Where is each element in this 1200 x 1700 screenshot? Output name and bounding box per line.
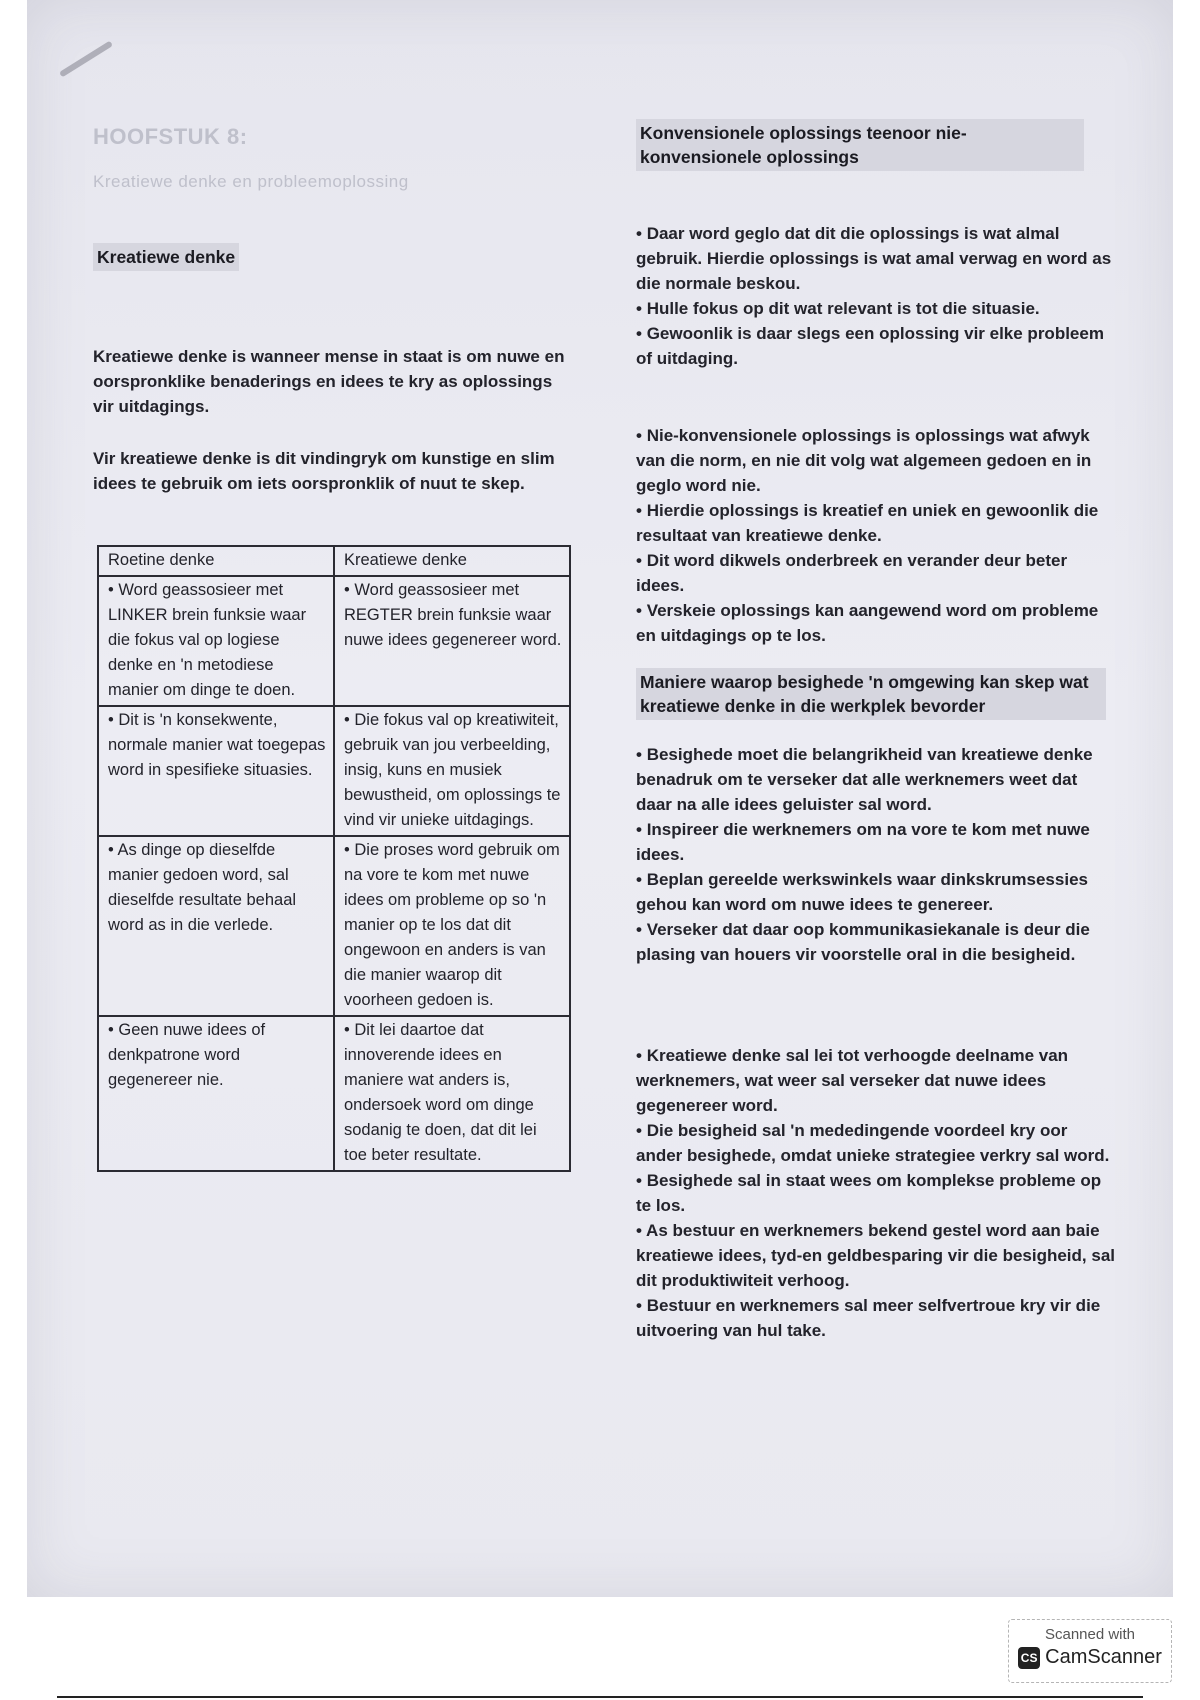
table-cell: • Die proses word gebruik om na vore te kom met nuwe idees om probleme op so 'n manier op te los dat dit ongewoon en anders is van die manier waarop dit voorheen gedoen is. <box>334 836 570 1016</box>
list-item: • Beplan gereelde werkswinkels waar dinkskrumsessies gehou kan word om nuwe idees te genereer. <box>636 867 1116 917</box>
list-item: • Inspireer die werknemers om na vore te kom met nuwe idees. <box>636 817 1116 867</box>
list-item: • Hulle fokus op dit wat relevant is tot die situasie. <box>636 296 1116 321</box>
list-item: • Gewoonlik is daar slegs een oplossing vir elke probleem of uitdaging. <box>636 321 1116 371</box>
list-item: • Verskeie oplossings kan aangewend word om probleme en uitdagings op te los. <box>636 598 1116 648</box>
heading-maniere: Maniere waarop besighede 'n omgewing kan skep wat kreatiewe denke in die werkplek bevorder <box>636 668 1106 720</box>
badge-name: CamScanner <box>1045 1646 1162 1668</box>
table-cell: • Word geassosieer met LINKER brein funksie waar die fokus val op logiese denke en 'n metodiese manier om dinge te doen. <box>98 576 334 706</box>
list-item: • Daar word geglo dat dit die oplossings is wat almal gebruik. Hierdie oplossings is wat amal verwag en word as die normale beskou. <box>636 221 1116 296</box>
table-header-row <box>98 546 570 576</box>
table-cell: • Dit is 'n konsekwente, normale manier wat toegepas word in spesifieke situasies. <box>98 706 334 836</box>
table-cell: • Die fokus val op kreatiwiteit, gebruik van jou verbeelding, insig, kuns en musiek bewustheid, om oplossings te vind vir unieke uitdagings. <box>334 706 570 836</box>
heading-konvensionele: Konvensionele oplossings teenoor nie-konvensionele oplossings <box>636 119 1084 171</box>
table-header: Roetine denke <box>98 546 334 576</box>
list-item: • Besighede moet die belangrikheid van kreatiewe denke benadruk om te verseker dat alle werknemers weet dat daar na alle idees geluister sal word. <box>636 742 1116 817</box>
table-row <box>98 576 570 706</box>
table-cell: • Dit lei daartoe dat innoverende idees en maniere wat anders is, ondersoek word om dinge sodanig te doen, dat dit lei toe beter resultate. <box>334 1016 570 1171</box>
table-row <box>98 836 570 1016</box>
table-cell: • Geen nuwe idees of denkpatrone word gegenereer nie. <box>98 1016 334 1171</box>
list-item: • Nie-konvensionele oplossings is oplossings wat afwyk van die norm, en nie dit volg wat algemeen gedoen en in geglo word nie. <box>636 423 1116 498</box>
ghost-subtitle: Kreatiewe denke en probleemoplossing <box>93 172 409 191</box>
bottom-divider <box>57 1696 1143 1698</box>
list-item: • As bestuur en werknemers bekend gestel word aan baie kreatiewe idees, tyd-en geldbesparing vir die besigheid, sal dit produktiwiteit verhoog. <box>636 1218 1116 1293</box>
table-header: Kreatiewe denke <box>334 546 570 576</box>
list-item: • Dit word dikwels onderbreek en verander deur beter idees. <box>636 548 1116 598</box>
list-item: • Kreatiewe denke sal lei tot verhoogde deelname van werknemers, wat weer sal verseker dat nuwe idees gegenereer word. <box>636 1043 1116 1118</box>
list-maniere <box>636 742 1116 967</box>
list-item: • Bestuur en werknemers sal meer selfvertroue kry vir die uitvoering van hul take. <box>636 1293 1116 1343</box>
list-nie-konvensionele <box>636 423 1116 648</box>
list-item: • Die besigheid sal 'n mededingende voordeel kry oor ander besighede, omdat unieke strategiee verkry sal word. <box>636 1118 1116 1168</box>
ghost-chapter-title: HOOFSTUK 8: <box>93 124 248 149</box>
comparison-table <box>97 545 571 1172</box>
badge-caption: Scanned with <box>1044 1626 1136 1643</box>
table-cell: • As dinge op dieselfde manier gedoen word, sal dieselfde resultate behaal word as in die verlede. <box>98 836 334 1016</box>
list-item: • Verseker dat daar oop kommunikasiekanale is deur die plasing van houers vir voorstelle oral in die besigheid. <box>636 917 1116 967</box>
camscanner-logo-icon: CS <box>1018 1647 1040 1669</box>
list-konvensionele <box>636 221 1116 371</box>
list-item: • Besighede sal in staat wees om komplekse probleme op te los. <box>636 1168 1116 1218</box>
table-row <box>98 1016 570 1171</box>
list-voordele <box>636 1043 1116 1343</box>
camscanner-badge <box>1008 1619 1172 1683</box>
table-cell: • Word geassosieer met REGTER brein funksie waar nuwe idees gegenereer word. <box>334 576 570 706</box>
paragraph-vindingryk: Vir kreatiewe denke is dit vindingryk om kunstige en slim idees te gebruik om iets oorspronklik of nuut te skep. <box>93 449 555 493</box>
paragraph-definition: Kreatiewe denke is wanneer mense in staat is om nuwe en oorspronklike benaderings en idees te kry as oplossings vir uitdagings. <box>93 347 565 416</box>
list-item: • Hierdie oplossings is kreatief en uniek en gewoonlik die resultaat van kreatiewe denke. <box>636 498 1116 548</box>
badge-brand <box>1009 1646 1171 1669</box>
section-heading-kreatiewe-denke: Kreatiewe denke <box>93 243 239 271</box>
table-row <box>98 706 570 836</box>
